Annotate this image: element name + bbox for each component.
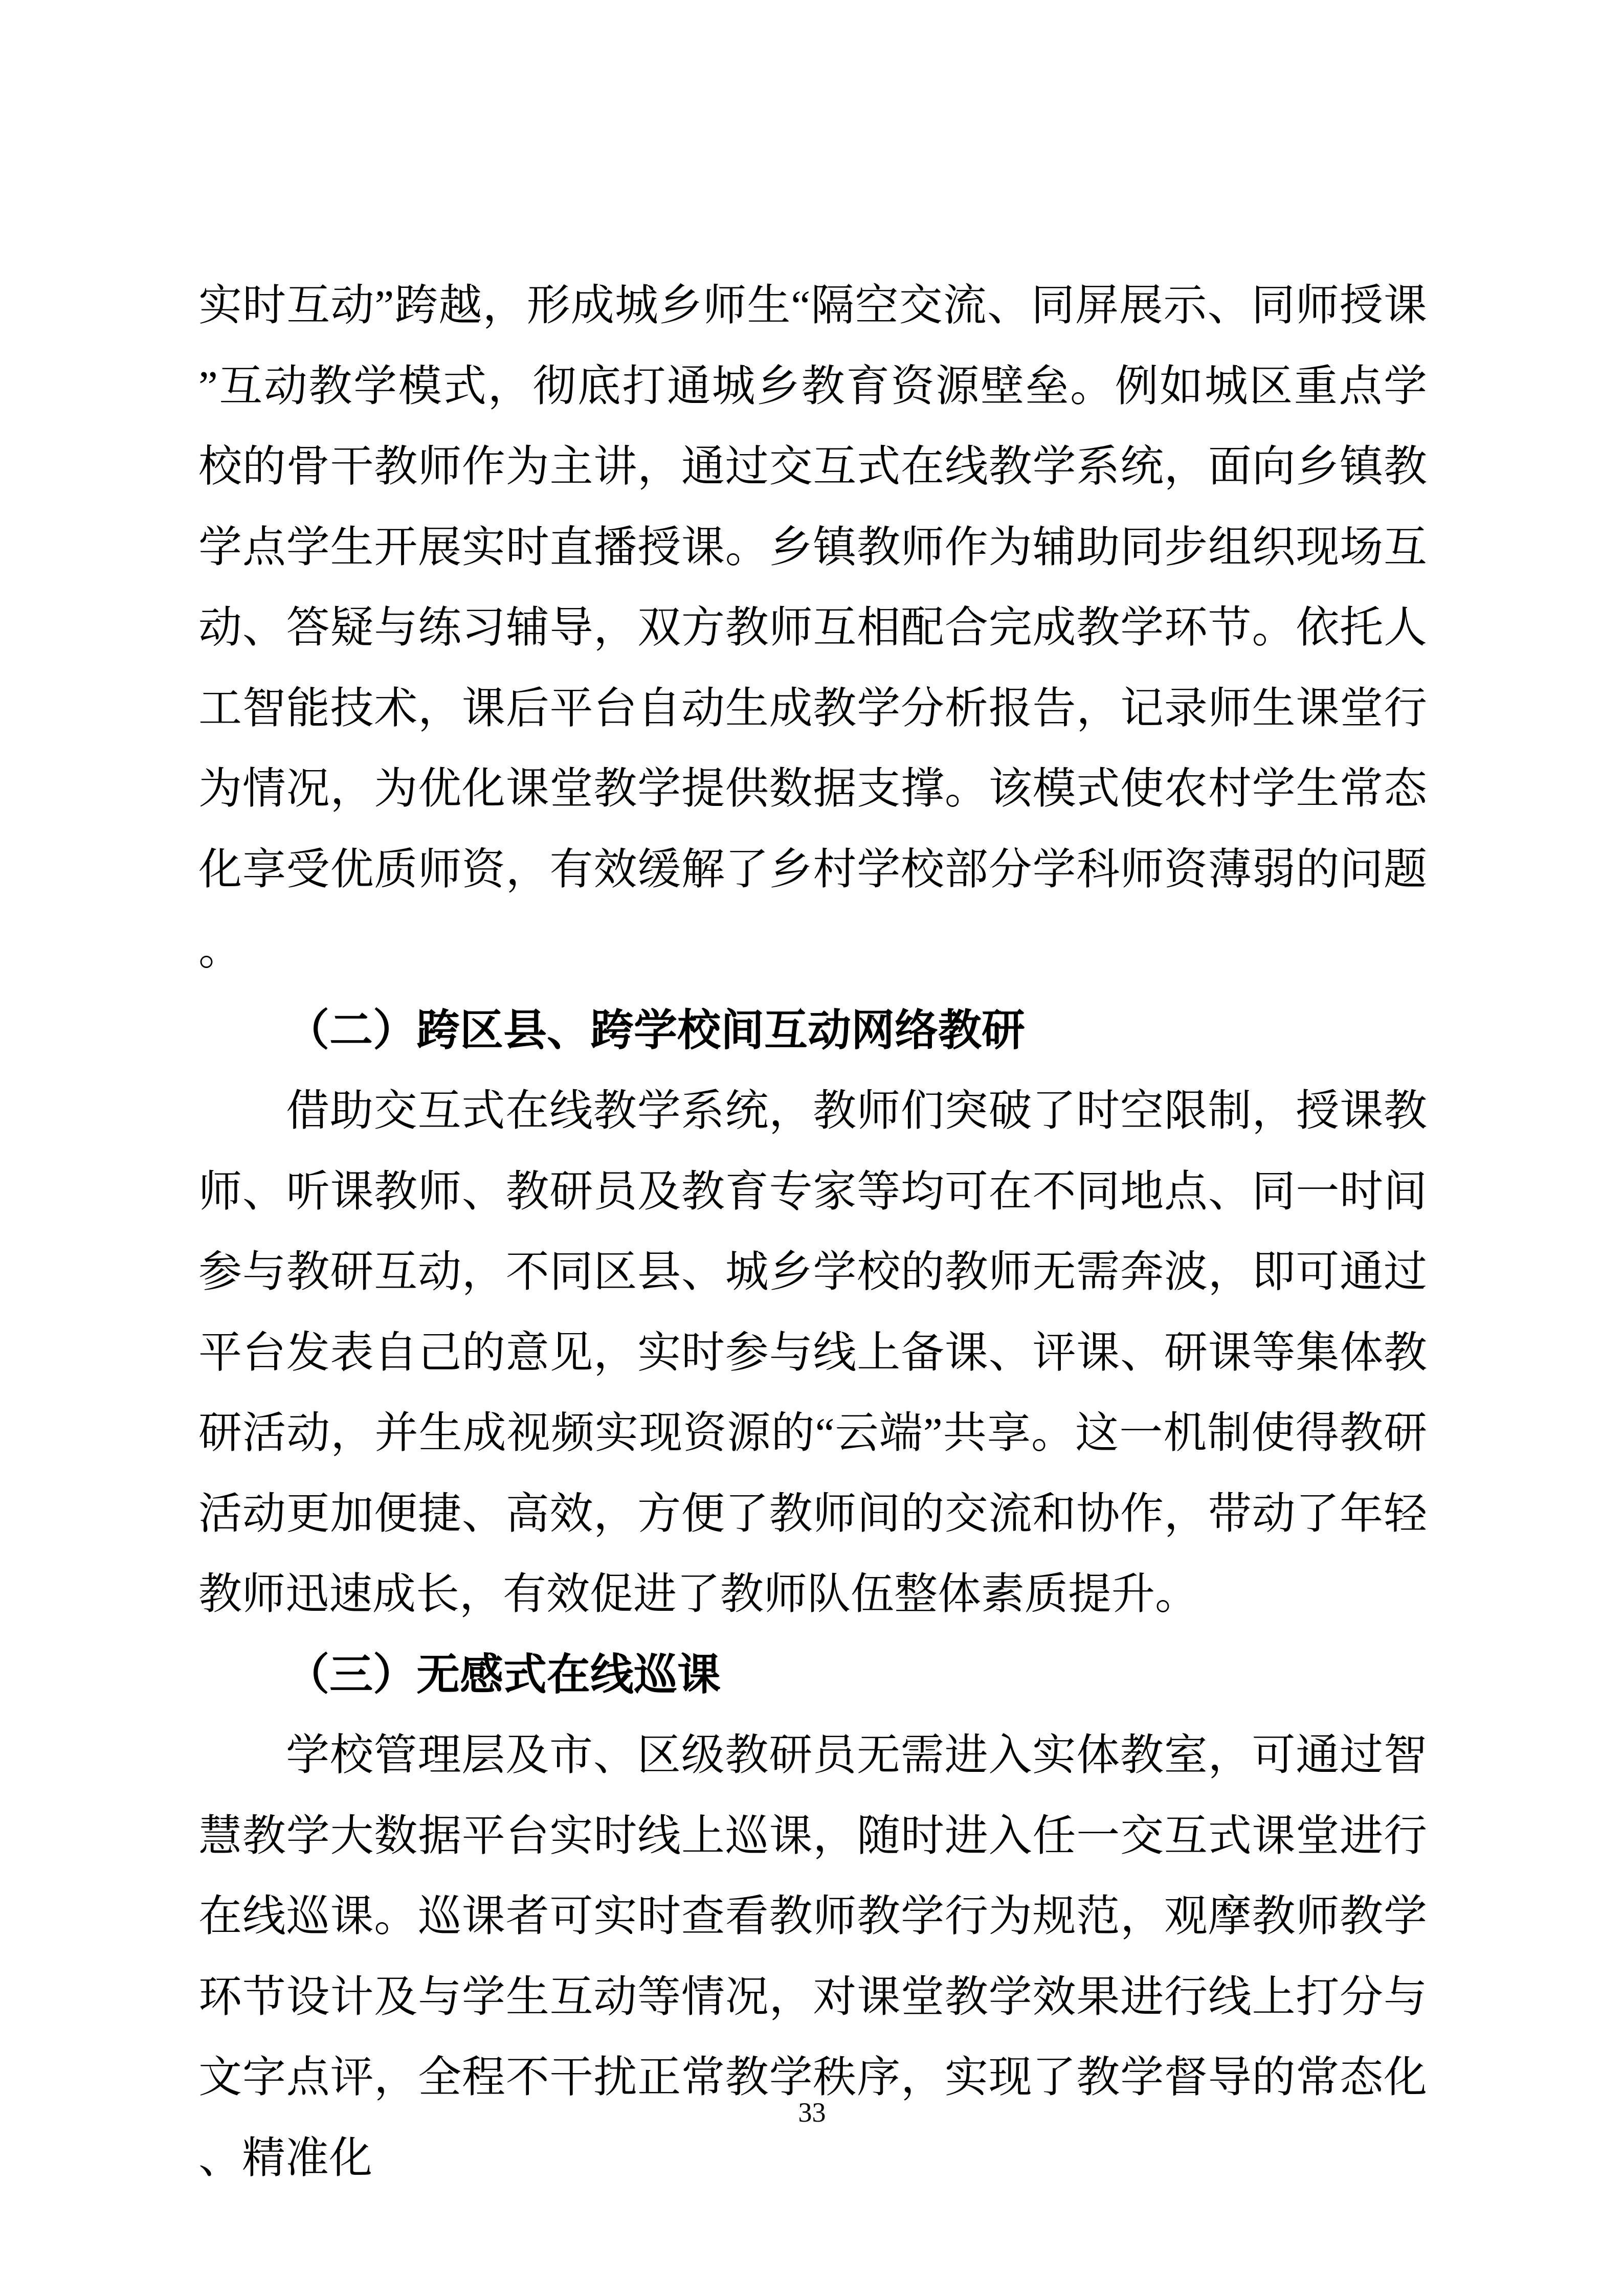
body-paragraph-network-research: 借助交互式在线教学系统，教师们突破了时空限制，授课教师、听课教师、教研员及教育专家等均可在不同地点、同一时间参与教研互动，不同区县、城乡学校的教师无需奔波，即可通过平台发表自己的意见，实时参与线上备课、评课、研课等集体教研活动，并生成视频实现资源的“云端”共享。这一机制使得教研活动更加便捷、高效，方便了教师间的交流和协作，带动了年轻教师迅速成长，有效促进了教师队伍整体素质提升。 (198, 1087, 1427, 1618)
body-paragraph-online-patrol: 学校管理层及市、区级教研员无需进入实体教室，可通过智慧教学大数据平台实时线上巡课，随时进入任一交互式课堂进行在线巡课。巡课者可实时查看教师教学行为规范，观摩教师教学环节设计及与学生互动等情况，对课堂教学效果进行线上打分与文字点评，全程不干扰正常教学秩序，实现了教学督导的常态化、精准化 (198, 1731, 1427, 2182)
section-heading-3: （三）无感式在线巡课 (286, 1651, 721, 1699)
body-paragraph-continuation: 实时互动”跨越，形成城乡师生“隔空交流、同屏展示、同师授课”互动教学模式，彻底打通城乡教育资源壁垒。例如城区重点学校的骨干教师作为主讲，通过交互式在线教学系统，面向乡镇教学点学生开展实时直播授课。乡镇教师作为辅助同步组织现场互动、答疑与练习辅导，双方教师互相配合完成教学环节。依托人工智能技术，课后平台自动生成教学分析报告，记录师生课堂行为情况，为优化课堂教学提供数据支撑。该模式使农村学生常态化享受优质师资，有效缓解了乡村学校部分学科师资薄弱的问题。 (198, 282, 1427, 974)
document-body (198, 266, 1427, 2199)
page-number: 33 (798, 2097, 826, 2128)
section-heading-2: （二）跨区县、跨学校间互动网络教研 (286, 1006, 1026, 1055)
